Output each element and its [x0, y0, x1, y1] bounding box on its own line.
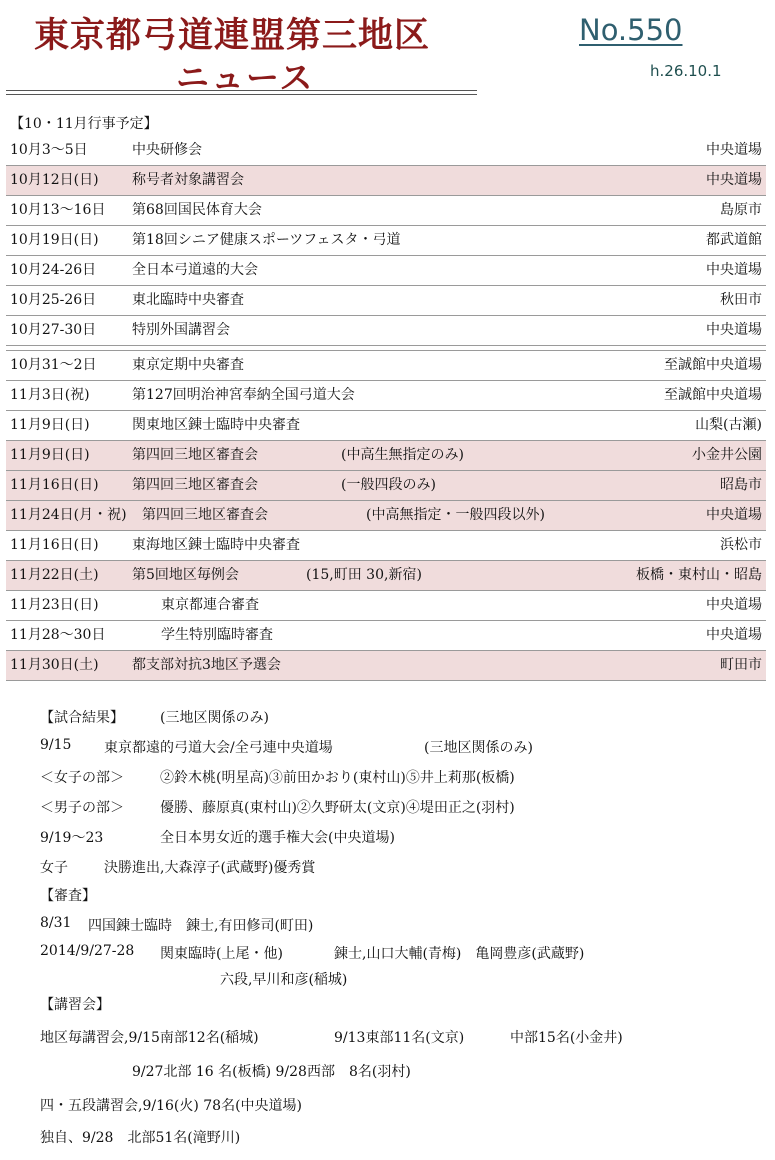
schedule-row [6, 350, 766, 381]
schedule-place: 至誠館中央道場 [664, 387, 762, 403]
schedule-event: 全日本弓道遠的大会 [132, 262, 258, 278]
women-results: ②鈴木桃(明星高)③前田かおり(東村山)⑤井上莉那(板橋) [160, 770, 515, 786]
schedule-event: 特別外国講習会 [132, 322, 230, 338]
result1-event: 東京都遠的弓道大会/全弓連中央道場 [104, 740, 333, 756]
schedule-event: 第5回地区毎例会 [132, 567, 239, 583]
title-divider [6, 90, 477, 95]
schedule-place: 中央道場 [706, 597, 762, 613]
schedule-date: 11月9日(日) [10, 447, 90, 463]
schedule-place: 都武道館 [706, 232, 762, 248]
schedule-row [6, 591, 766, 621]
result2-event: 全日本男女近的選手権大会(中央道場) [160, 830, 395, 846]
schedule-event: 第四回三地区審査会 [132, 447, 258, 463]
schedule-row [6, 316, 766, 346]
lecture-line-4: 独自、9/28 北部51名(滝野川) [40, 1130, 241, 1146]
schedule-row [6, 561, 766, 591]
schedule-place: 中央道場 [706, 322, 762, 338]
schedule-place: 中央道場 [706, 172, 762, 188]
schedule-row [6, 651, 766, 681]
schedule-row [6, 621, 766, 651]
schedule-row [6, 381, 766, 411]
schedule-place: 小金井公園 [692, 447, 762, 463]
schedule-place: 板橋・東村山・昭島 [636, 567, 762, 583]
exam1-text: 四国錬士臨時 錬士,有田修司(町田) [88, 918, 314, 934]
schedule-row [6, 471, 766, 501]
result1-note: (三地区関係のみ) [424, 740, 533, 756]
schedule-table [6, 136, 766, 681]
issue-number: No.550 [579, 13, 683, 47]
newsletter-title: 東京都弓道連盟第三地区 [34, 15, 431, 56]
results-heading-note: (三地区関係のみ) [160, 710, 269, 726]
schedule-place: 町田市 [720, 657, 762, 673]
schedule-place: 山梨(古瀬) [695, 417, 762, 433]
schedule-event: 第四回三地区審査会 [142, 507, 268, 523]
result1-date: 9/15 [40, 737, 72, 753]
issue-date: h.26.10.1 [650, 62, 722, 80]
lecture-line-1b: 9/13東部11名(文京) [334, 1030, 465, 1046]
schedule-date: 11月24日(月・祝) [10, 507, 127, 523]
exam1-date: 8/31 [40, 915, 72, 931]
lecture-line-2: 9/27北部 16 名(板橋) 9/28西部 8名(羽村) [132, 1064, 411, 1080]
exams-heading: 【審査】 [40, 888, 96, 904]
schedule-place: 中央道場 [706, 507, 762, 523]
schedule-place: 中央道場 [706, 262, 762, 278]
lecture-line-1: 地区毎講習会,9/15南部12名(稲城) [40, 1030, 259, 1046]
schedule-event: 第68回国民体育大会 [132, 202, 262, 218]
schedule-place: 浜松市 [720, 537, 762, 553]
schedule-date: 10月24-26日 [10, 262, 97, 278]
schedule-event: 東北臨時中央審査 [132, 292, 244, 308]
schedule-row [6, 256, 766, 286]
schedule-row [6, 531, 766, 561]
schedule-place: 中央道場 [706, 142, 762, 158]
result2-date: 9/19～23 [40, 830, 104, 846]
schedule-event: 東京定期中央審査 [132, 357, 244, 373]
schedule-date: 11月3日(祝) [10, 387, 90, 403]
schedule-date: 10月25-26日 [10, 292, 97, 308]
lecture-line-1c: 中部15名(小金井) [510, 1030, 623, 1046]
newsletter-subtitle: ニュース [176, 58, 315, 97]
schedule-event: 中央研修会 [132, 142, 202, 158]
schedule-row [6, 166, 766, 196]
schedule-row [6, 286, 766, 316]
schedule-date: 11月30日(土) [10, 657, 99, 673]
schedule-date: 11月16日(日) [10, 477, 99, 493]
schedule-place: 昭島市 [720, 477, 762, 493]
schedule-event: 学生特別臨時審査 [161, 627, 273, 643]
lectures-heading: 【講習会】 [40, 997, 110, 1013]
schedule-event: 東京都連合審査 [161, 597, 259, 613]
exam2-date: 2014/9/27-28 [40, 943, 135, 959]
schedule-date: 10月3～5日 [10, 142, 88, 158]
schedule-row [6, 136, 766, 166]
schedule-place: 中央道場 [706, 627, 762, 643]
schedule-row [6, 441, 766, 471]
schedule-row [6, 226, 766, 256]
schedule-date: 11月22日(土) [10, 567, 99, 583]
schedule-date: 10月31～2日 [10, 357, 97, 373]
schedule-place: 島原市 [720, 202, 762, 218]
exam2-event: 関東臨時(上尾・他) [160, 946, 283, 962]
schedule-note: (中高生無指定のみ) [341, 447, 464, 463]
schedule-date: 11月9日(日) [10, 417, 90, 433]
lecture-line-3: 四・五段講習会,9/16(火) 78名(中央道場) [40, 1098, 303, 1114]
schedule-place: 至誠館中央道場 [664, 357, 762, 373]
schedule-note: (15,町田 30,新宿) [306, 567, 422, 583]
schedule-date: 10月19日(日) [10, 232, 99, 248]
schedule-event: 第四回三地区審査会 [132, 477, 258, 493]
schedule-row [6, 196, 766, 226]
schedule-note: (中高無指定・一般四段以外) [366, 507, 545, 523]
schedule-date: 10月27-30日 [10, 322, 97, 338]
men-results: 優勝、藤原真(東村山)②久野研太(文京)④堤田正之(羽村) [160, 800, 515, 816]
schedule-event: 第127回明治神宮奉納全国弓道大会 [132, 387, 355, 403]
schedule-row [6, 501, 766, 531]
schedule-row [6, 411, 766, 441]
schedule-note: (一般四段のみ) [341, 477, 436, 493]
men-label: ＜男子の部＞ [40, 800, 124, 816]
women-label: ＜女子の部＞ [40, 770, 124, 786]
schedule-date: 11月28～30日 [10, 627, 106, 643]
result2-category: 女子 [40, 860, 68, 876]
schedule-date: 10月12日(日) [10, 172, 99, 188]
schedule-event: 第18回シニア健康スポーツフェスタ・弓道 [132, 232, 401, 248]
results-heading: 【試合結果】 [40, 710, 124, 726]
schedule-date: 10月13～16日 [10, 202, 106, 218]
schedule-event: 都支部対抗3地区予選会 [132, 657, 281, 673]
schedule-date: 11月23日(日) [10, 597, 99, 613]
result2-text: 決勝進出,大森淳子(武蔵野)優秀賞 [104, 860, 316, 876]
schedule-event: 関東地区錬士臨時中央審査 [132, 417, 300, 433]
schedule-date: 11月16日(日) [10, 537, 99, 553]
exam2-text: 錬士,山口大輔(青梅) 亀岡豊彦(武蔵野) [334, 946, 585, 962]
schedule-place: 秋田市 [720, 292, 762, 308]
exam2-text2: 六段,早川和彦(稲城) [220, 972, 348, 988]
schedule-event: 東海地区錬士臨時中央審査 [132, 537, 300, 553]
schedule-event: 称号者対象講習会 [132, 172, 244, 188]
schedule-heading: 【10・11月行事予定】 [10, 116, 158, 132]
